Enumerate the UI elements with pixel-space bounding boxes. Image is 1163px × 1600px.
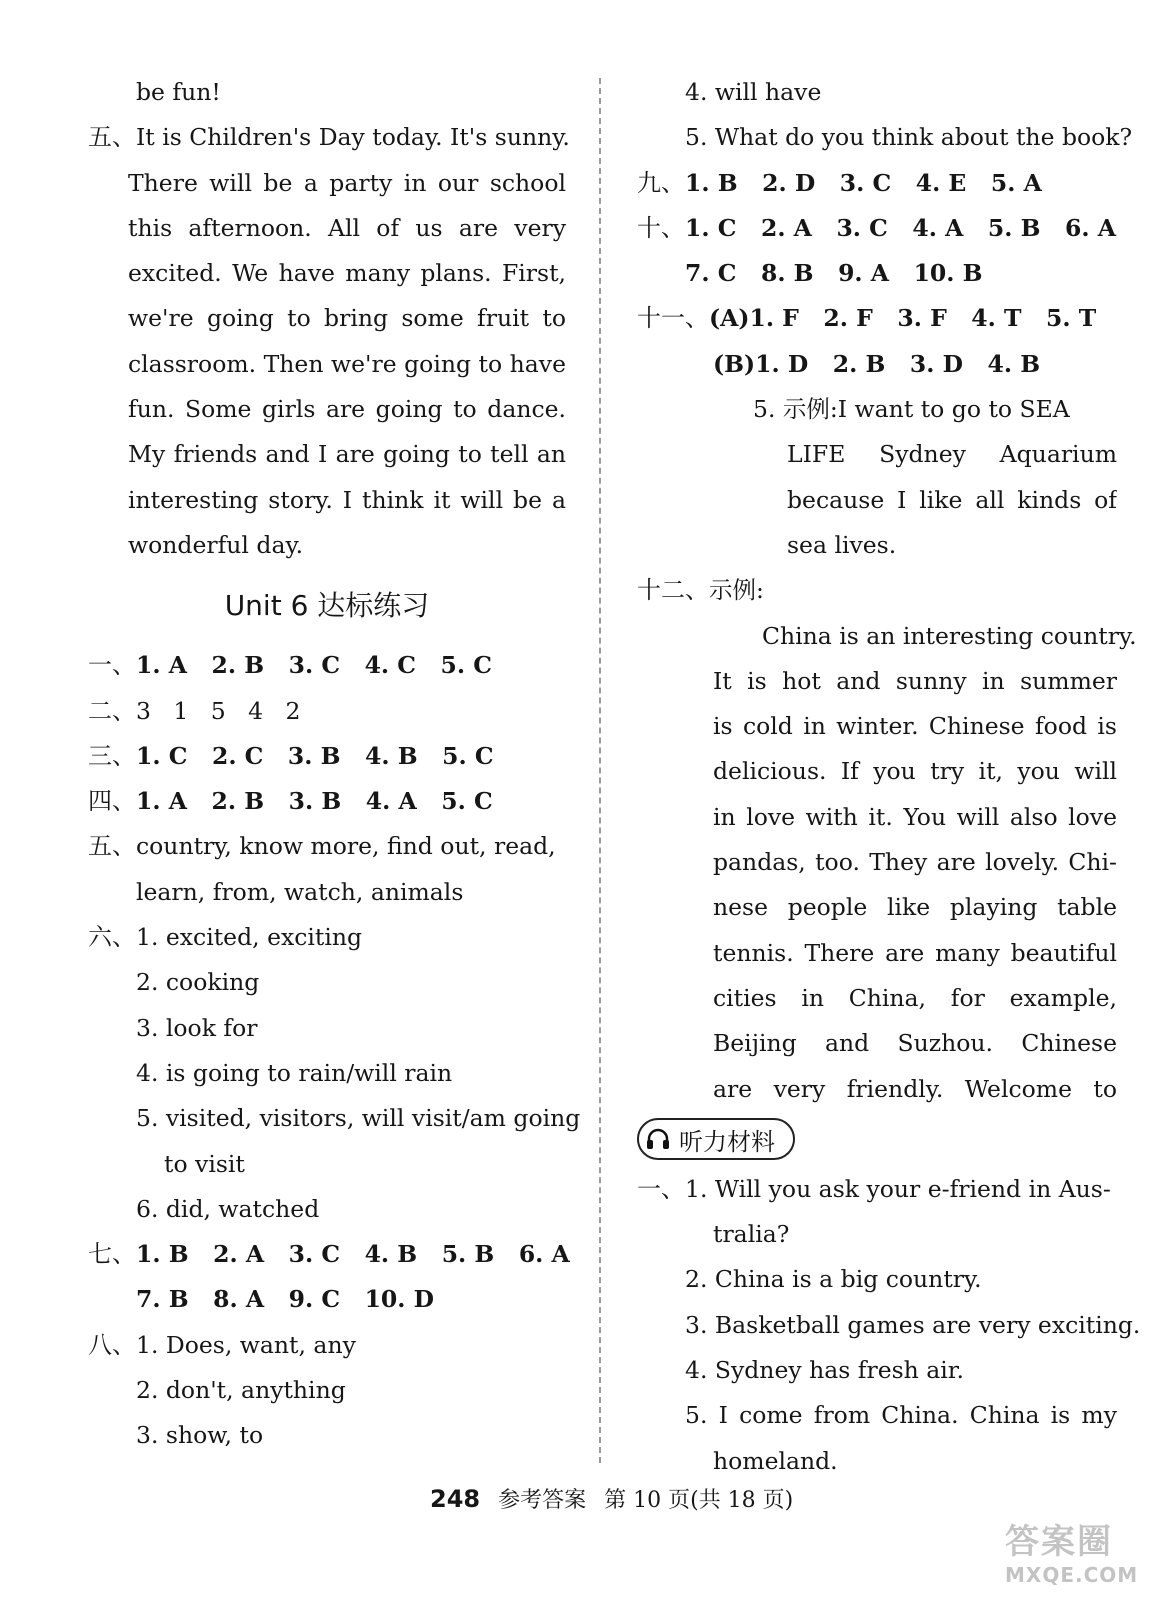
section-marker: 二、 bbox=[88, 696, 136, 725]
text-line: 3. look for bbox=[136, 1013, 258, 1042]
section-marker: 十、 bbox=[637, 213, 685, 242]
text-line: 1. Will you ask your e-friend in Aus- bbox=[685, 1174, 1111, 1203]
section-marker: 五、 bbox=[88, 832, 136, 861]
text-line: 2. don't, anything bbox=[136, 1376, 346, 1405]
text-line: 5. I come from China. China is my bbox=[685, 1401, 1117, 1430]
answer-row bbox=[88, 915, 566, 960]
section-marker: 十二、 bbox=[637, 576, 709, 605]
text-line: 4. Sydney has fresh air. bbox=[685, 1356, 964, 1385]
unit-title: Unit 6 达标练习 bbox=[224, 589, 430, 623]
watermark-logo bbox=[1005, 1514, 1155, 1594]
section-marker: 九、 bbox=[637, 168, 685, 197]
text-line: tennis. There are many beautiful bbox=[713, 938, 1117, 967]
section-5-first-line bbox=[88, 115, 570, 160]
text-line: 2. cooking bbox=[136, 968, 260, 997]
answers: 7. C 8. B 9. A 10. B bbox=[685, 259, 983, 288]
page-of: 第 10 页(共 18 页) bbox=[604, 1488, 794, 1513]
text-line: 3. show, to bbox=[136, 1421, 264, 1450]
watermark-line2: MXQE.COM bbox=[1005, 1563, 1139, 1587]
text-line: in love with it. You will also love bbox=[713, 802, 1117, 831]
answers: 1. Does, want, any bbox=[136, 1330, 356, 1359]
text-line: Beijing and Suzhou. Chinese bbox=[713, 1029, 1117, 1058]
text-line: tralia? bbox=[713, 1220, 790, 1249]
section-marker: 五、 bbox=[88, 123, 136, 152]
section-marker: 三、 bbox=[88, 741, 136, 770]
answer-row bbox=[88, 734, 566, 779]
text-line: 2. China is a big country. bbox=[685, 1265, 982, 1294]
text-line: 5. 示例:I want to go to SEA bbox=[753, 395, 1070, 424]
text-line: cities in China, for example, bbox=[713, 983, 1117, 1012]
text-line: be fun! bbox=[136, 78, 221, 106]
answer-row bbox=[637, 1167, 1117, 1212]
text-line: My friends and I are going to tell an bbox=[128, 440, 566, 469]
answers: 7. B 8. A 9. C 10. D bbox=[136, 1285, 435, 1314]
text-line: It is Children's Day today. It's sunny. bbox=[136, 123, 570, 152]
text-line: There will be a party in our school bbox=[128, 168, 566, 197]
text-line: we're going to bring some fruit to bbox=[128, 304, 566, 333]
text-line: excited. We have many plans. First, bbox=[128, 259, 566, 288]
section-marker: 七、 bbox=[88, 1240, 136, 1269]
text-line: sea lives. bbox=[787, 530, 897, 559]
answer-row bbox=[637, 206, 1117, 251]
answers: 3 1 5 4 2 bbox=[136, 696, 301, 725]
answers: 1. A 2. B 3. B 4. A 5. C bbox=[136, 787, 493, 816]
text-line: 4. is going to rain/will rain bbox=[136, 1058, 453, 1087]
text-line: 3. Basketball games are very exciting. bbox=[685, 1310, 1141, 1339]
section-marker: 十一、 bbox=[637, 304, 709, 333]
text-line: because I like all kinds of bbox=[787, 485, 1117, 514]
watermark-line1: 答案圈 bbox=[1005, 1522, 1113, 1562]
answer-row bbox=[88, 643, 566, 688]
text-line: homeland. bbox=[713, 1446, 838, 1475]
section-marker: 六、 bbox=[88, 923, 136, 952]
column-divider bbox=[599, 78, 601, 1463]
page-number: 248 bbox=[430, 1485, 481, 1513]
listening-badge bbox=[637, 1118, 795, 1160]
answers: 1. excited, exciting bbox=[136, 923, 363, 952]
answer-row bbox=[637, 161, 1117, 206]
answers: 1. B 2. A 3. C 4. B 5. B 6. A bbox=[136, 1240, 570, 1269]
text-line: to visit bbox=[164, 1149, 245, 1178]
answer-row bbox=[88, 1323, 566, 1368]
text-line: this afternoon. All of us are very bbox=[128, 213, 566, 242]
section-marker: 一、 bbox=[637, 1174, 685, 1203]
answers: (B)1. D 2. B 3. D 4. B bbox=[713, 349, 1041, 378]
answers: (A)1. F 2. F 3. F 4. T 5. T bbox=[709, 304, 1097, 333]
text-line: 4. will have bbox=[685, 78, 822, 106]
page-footer bbox=[430, 1483, 850, 1514]
section-marker: 一、 bbox=[88, 651, 136, 680]
text-line: 6. did, watched bbox=[136, 1194, 320, 1223]
answers: 1. B 2. D 3. C 4. E 5. A bbox=[685, 168, 1042, 197]
text-line: 5. visited, visitors, will visit/am going bbox=[136, 1104, 581, 1133]
example-label: 示例: bbox=[709, 576, 764, 605]
answer-row bbox=[88, 689, 566, 734]
text-line: 5. What do you think about the book? bbox=[685, 123, 1133, 152]
listening-header bbox=[637, 1112, 1117, 1167]
right-column bbox=[637, 70, 1141, 1484]
answers: country, know more, find out, read, bbox=[136, 832, 556, 861]
text-line: pandas, too. They are lovely. Chi- bbox=[713, 848, 1117, 877]
section-marker: 八、 bbox=[88, 1330, 136, 1359]
text-line: LIFE Sydney Aquarium bbox=[787, 440, 1117, 469]
answer-row bbox=[637, 568, 1117, 613]
answers: 1. C 2. A 3. C 4. A 5. B 6. A bbox=[685, 213, 1116, 242]
answer-row bbox=[637, 296, 1117, 341]
text-line: It is hot and sunny in summer bbox=[713, 666, 1117, 695]
text-line: nese people like playing table bbox=[713, 893, 1117, 922]
text-line: classroom. Then we're going to have bbox=[128, 349, 566, 378]
answer-row bbox=[88, 779, 566, 824]
text-line: learn, from, watch, animals bbox=[136, 877, 464, 906]
left-column bbox=[88, 70, 581, 1459]
answers: 1. C 2. C 3. B 4. B 5. C bbox=[136, 741, 494, 770]
answer-row bbox=[88, 824, 566, 869]
text-line: interesting story. I think it will be a bbox=[128, 485, 566, 514]
listening-title: 听力材料 bbox=[679, 1127, 775, 1156]
section-marker: 四、 bbox=[88, 787, 136, 816]
answer-row bbox=[88, 1232, 570, 1277]
text-line: China is an interesting country. bbox=[762, 621, 1137, 650]
text-line: fun. Some girls are going to dance. bbox=[128, 395, 566, 424]
headphones-icon bbox=[645, 1127, 671, 1151]
footer-label: 参考答案 bbox=[498, 1488, 587, 1513]
answers: 1. A 2. B 3. C 4. C 5. C bbox=[136, 651, 492, 680]
text-line: are very friendly. Welcome to bbox=[713, 1074, 1117, 1103]
text-line: delicious. If you try it, you will bbox=[713, 757, 1117, 786]
text-line: is cold in winter. Chinese food is bbox=[713, 712, 1117, 741]
text-line: wonderful day. bbox=[128, 530, 304, 559]
